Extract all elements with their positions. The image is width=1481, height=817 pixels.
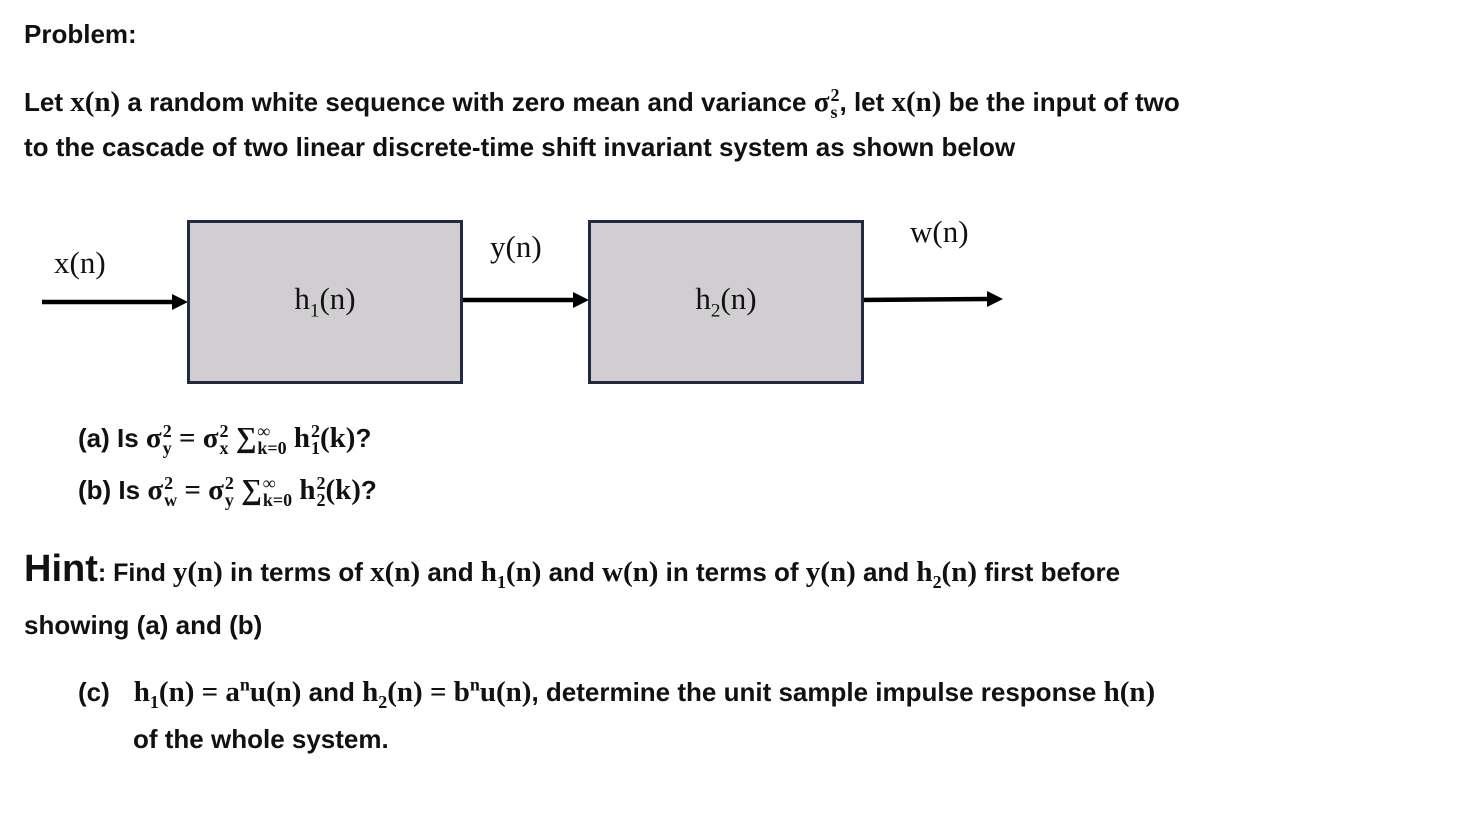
system-h1-block (187, 220, 463, 384)
intermediate-signal-label: y(n) (490, 229, 542, 264)
sigma-s-symbol: σ 2 s (813, 85, 840, 123)
hint-word: Hint (24, 548, 98, 590)
input-arrowhead (172, 294, 188, 310)
question-b: (b) Is σ 2 w = σ 2 y ∑ ∞ k=0 h 2 2 (k)? (78, 473, 377, 511)
part-c-line-2: of the whole system. (133, 724, 389, 754)
h1-label: $h_1(n)$ (294, 281, 356, 322)
input-signal-label: x(n) (54, 245, 106, 280)
hint-line-1: Hint: Find y(n) in terms of x(n) and $h_1(n)$ and w(n) in terms of y(n) and $h_2(n)$ first before (24, 548, 1121, 592)
system-h2-block (588, 220, 864, 384)
output-arrowhead (987, 291, 1003, 307)
part-c-line-1: (c) $h_1(n) = a^nu(n)$ and $h_2(n) = b^nu(n)$, determine the unit sample impulse response h(n) (78, 674, 1156, 712)
h2-label: $h_2(n)$ (695, 281, 757, 322)
intro-line-1: Let x(n) a random white sequence with zero mean and variance σ 2 s , let x(n) be the input of two (24, 85, 1180, 123)
intro-line-2: to the cascade of two linear discrete-time shift invariant system as shown below (24, 132, 1016, 162)
question-a: (a) Is σ 2 y = σ 2 x ∑ ∞ k=0 h 2 1 (k)? (78, 421, 372, 459)
output-arrow (858, 299, 988, 300)
problem-title: Problem: (24, 19, 137, 49)
middle-arrowhead (573, 292, 589, 308)
output-signal-label: w(n) (910, 214, 969, 249)
hint-line-2: showing (a) and (b) (24, 610, 263, 640)
